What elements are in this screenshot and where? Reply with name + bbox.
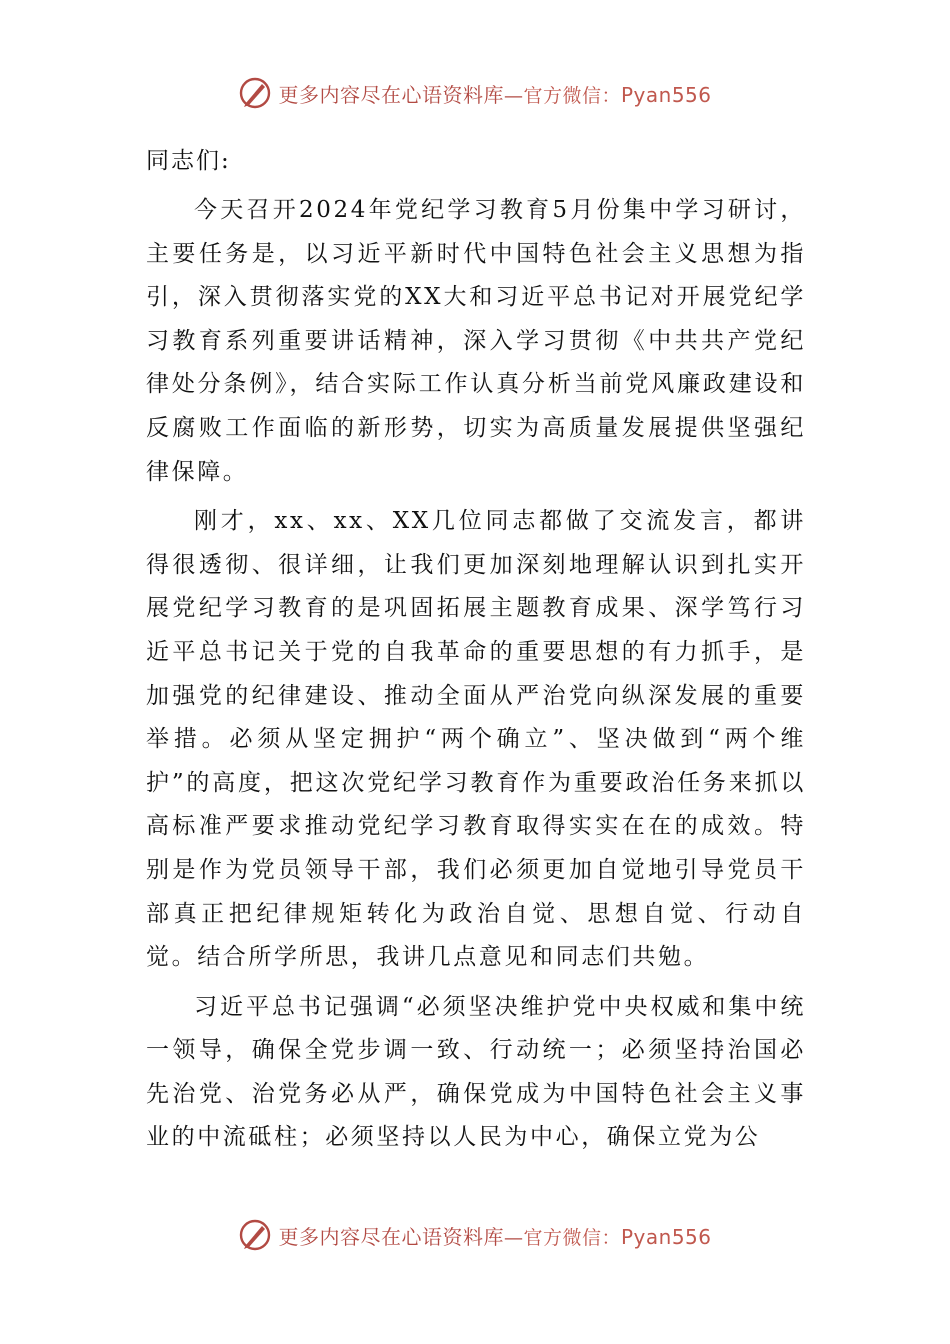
footer-wechat-label: 官方微信： <box>523 1226 621 1249</box>
header-wechat-id: Pyan556 <box>621 82 712 107</box>
header-banner <box>0 71 950 115</box>
salutation: 同志们: <box>146 148 231 174</box>
footer-banner-main: 更多内容尽在心语资料库 <box>278 1224 504 1249</box>
footer-banner-separator: — <box>503 1226 524 1249</box>
header-banner-text <box>278 79 711 108</box>
header-wechat-label: 官方微信： <box>523 84 621 107</box>
footer-banner-text <box>278 1221 711 1250</box>
header-banner-separator: — <box>503 84 524 107</box>
paragraph-3: 习近平总书记强调“必须坚决维护党中央权威和集中统一领导，确保全党步调一致、行动统一；必须坚持治国必先治党、治党务必从严，确保党成为中国特色社会主义事业的中流砥柱；必须坚持以人民为中心，确保立党为公 <box>146 993 806 1151</box>
footer-banner <box>0 1213 950 1257</box>
paragraph-2: 刚才，xx、xx、XX几位同志都做了交流发言，都讲得很透彻、很详细，让我们更加深刻地理解认识到扎实开展党纪学习教育的是巩固拓展主题教育成果、深学笃行习近平总书记关于党的自我革命的重要思想的有力抓手，是加强党的纪律建设、推动全面从严治党向纵深发展的重要举措。必须从坚定拥护“两个确立”、坚决做到“两个维护”的高度，把这次党纪学习教育作为重要政治任务来抓以高标准严要求推动党纪学习教育取得实实在在的成效。特别是作为党员领导干部，我们必须更加自觉地引导党员干部真正把纪律规矩转化为政治自觉、思想自觉、行动自觉。结合所学所思，我讲几点意见和同志们共勉。 <box>146 508 806 971</box>
footer-wechat-id: Pyan556 <box>621 1224 712 1249</box>
pen-logo-icon <box>238 1218 272 1252</box>
paragraph-1: 今天召开2024年党纪学习教育5月份集中学习研讨，主要任务是，以习近平新时代中国特色社会主义思想为指引，深入贯彻落实党的XX大和习近平总书记对开展党纪学习教育系列重要讲话精神，深入学习贯彻《中共共产党纪律处分条例》，结合实际工作认真分析当前党风廉政建设和反腐败工作面临的新形势，切实为高质量发展提供坚强纪律保障。 <box>146 197 806 485</box>
pen-logo-icon <box>238 76 272 110</box>
header-banner-main: 更多内容尽在心语资料库 <box>278 82 504 107</box>
document-body <box>146 140 806 1166</box>
